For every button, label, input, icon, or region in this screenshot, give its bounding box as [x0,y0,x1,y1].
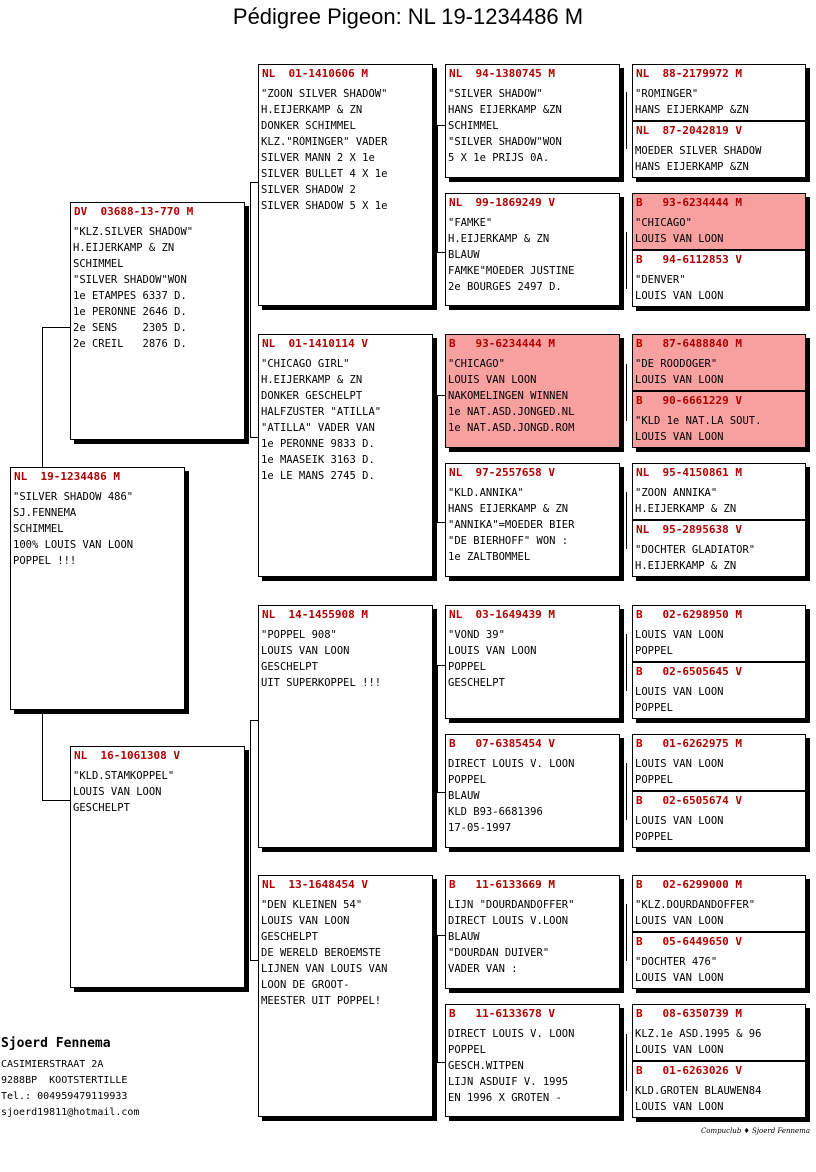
detail-line: DONKER GESCHELPT [261,390,363,402]
detail-line: LOON DE GROOT- [261,979,350,991]
detail-line: SILVER BULLET 4 X 1e [261,168,388,180]
detail-line: POPPEL [635,831,673,843]
pigeon-card-mmf [445,875,620,989]
detail-line: EN 1996 X GROTEN - [448,1092,562,1104]
detail-line: LOUIS VAN LOON [635,972,724,984]
detail-line: "ATILLA" VADER VAN [261,422,375,434]
detail-line: "DOCHTER 476" [635,956,718,968]
pigeon-details [633,210,805,247]
detail-line: "KLD.STAMKOPPEL" [73,770,175,782]
pigeon-card-mm [258,875,433,1117]
detail-line: BLAUW [448,931,480,943]
connector-line [626,492,627,549]
detail-line: SILVER SHADOW 5 X 1e [261,200,388,212]
connector-line [437,522,445,523]
detail-line: BLAUW [448,790,480,802]
pigeon-card-fmf [445,334,620,448]
ring-number: B 02-6298950 M [636,608,742,621]
connector-line [626,904,627,961]
pigeon-details [633,892,805,929]
detail-line: 2e BOURGES 2497 D. [448,281,562,293]
page-title: Pédigree Pigeon: NL 19-1234486 M [232,4,584,29]
pigeon-details [633,537,805,574]
detail-line: 1e MAASEIK 3163 D. [261,454,375,466]
pigeon-details [633,949,805,986]
pigeon-details [259,892,432,1009]
ring-number: NL 01-1410606 M [262,67,368,80]
detail-line: "KLZ.DOURDANDOFFER" [635,899,756,911]
detail-line: GESCHELPT [261,931,318,943]
ring-number: NL 97-2557658 V [449,466,555,479]
pigeon-details [71,763,244,816]
detail-line: H.EIJERKAMP & ZN [448,233,550,245]
connector-line [42,327,43,469]
detail-line: H.EIJERKAMP & ZN [73,242,175,254]
detail-line: KLD B93-6681396 [448,806,543,818]
pigeon-details [71,219,244,352]
detail-line: GESCHELPT [448,677,505,689]
detail-line: BLAUW [448,249,480,261]
detail-line: LOUIS VAN LOON [635,815,724,827]
detail-line: MEESTER UIT POPPEL! [261,995,382,1007]
detail-line: "CHICAGO" [635,217,692,229]
detail-line: "VOND 39" [448,629,505,641]
owner-city: 9288BP KOOTSTERTILLE [1,1075,128,1086]
ring-number: B 93-6234444 M [449,337,555,350]
connector-line [437,935,445,936]
ring-number: B 11-6133678 V [449,1007,555,1020]
detail-line: UIT SUPERKOPPEL !!! [261,677,382,689]
connector-line [626,364,627,421]
pigeon-card-father [70,202,245,440]
detail-line: DONKER SCHIMMEL [261,120,356,132]
detail-line: LOUIS VAN LOON [261,915,350,927]
detail-line: MOEDER SILVER SHADOW [635,145,762,157]
detail-line: "CHICAGO" [448,358,505,370]
detail-line: SCHIMMEL [13,523,64,535]
detail-line: SJ.FENNEMA [13,507,77,519]
pigeon-details [633,1021,805,1058]
pigeon-card-g4 [632,250,806,307]
detail-line: 1e PERONNE 2646 D. [73,306,187,318]
pigeon-details [633,480,805,517]
ring-number: B 11-6133669 M [449,878,555,891]
connector-line [437,665,445,666]
ring-number: NL 01-1410114 V [262,337,368,350]
pigeon-details [446,751,619,836]
detail-line: POPPEL [448,774,486,786]
detail-line: LOUIS VAN LOON [635,686,724,698]
ring-number: NL 94-1380745 M [449,67,555,80]
connector-line [626,1034,627,1091]
pigeon-details [259,622,432,691]
connector-line [250,182,251,437]
connector-line [437,1062,445,1063]
pigeon-card-mfm [445,734,620,848]
detail-line: "DOURDAN DUIVER" [448,947,550,959]
detail-line: GESCH.WITPEN [448,1060,524,1072]
detail-line: 2e SENS 2305 D. [73,322,187,334]
ring-number: B 02-6299000 M [636,878,742,891]
connector-line [437,252,445,253]
pigeon-details [446,210,619,295]
detail-line: LOUIS VAN LOON [635,431,724,443]
pigeon-details [633,808,805,845]
detail-line: LOUIS VAN LOON [635,1101,724,1113]
detail-line: 1e NAT.ASD.JONGD.ROM [448,422,575,434]
detail-line: "DE BIERHOFF" WON : [448,535,569,547]
detail-line: KLD.GROTEN BLAUWEN84 [635,1085,762,1097]
connector-line [437,792,445,793]
detail-line: HANS EIJERKAMP & ZN [448,503,569,515]
pigeon-details [446,1021,619,1106]
detail-line: "ZOON SILVER SHADOW" [261,88,388,100]
ring-number: NL 03-1649439 M [449,608,555,621]
detail-line: LIJN ASDUIF V. 1995 [448,1076,569,1088]
detail-line: "DEN KLEINEN 54" [261,899,363,911]
pigeon-details [446,892,619,977]
detail-line: 17-05-1997 [448,822,512,834]
detail-line: DIRECT LOUIS V.LOON [448,915,569,927]
connector-line [437,935,438,1062]
detail-line: "KLD 1e NAT.LA SOUT. [635,415,762,427]
connector-line [437,395,445,396]
detail-line: "ZOON ANNIKA" [635,487,718,499]
ring-number: NL 95-2895638 V [636,523,742,536]
footer-credit: Compuclub ♦ Sjoerd Fennema [700,1127,810,1135]
detail-line: "FAMKE" [448,217,493,229]
detail-line: DE WERELD BEROEMSTE [261,947,382,959]
detail-line: "ANNIKA"=MOEDER BIER [448,519,575,531]
detail-line: POPPEL [448,661,486,673]
ring-number: NL 87-2042819 V [636,124,742,137]
pigeon-card-g11 [632,734,806,791]
pigeon-card-g9 [632,605,806,662]
pigeon-details [633,81,805,118]
detail-line: "ROMINGER" [635,88,699,100]
pigeon-card-g3 [632,193,806,250]
pigeon-details [446,480,619,565]
pigeon-card-fm [258,334,433,577]
pigeon-card-ff [258,64,433,306]
detail-line: GESCHELPT [73,802,130,814]
detail-line: SCHIMMEL [73,258,124,270]
detail-line: LOUIS VAN LOON [635,629,724,641]
detail-line: SCHIMMEL [448,120,499,132]
ring-number: B 07-6385454 V [449,737,555,750]
ring-number: NL 13-1648454 V [262,878,368,891]
pigeon-details [446,351,619,436]
detail-line: 100% LOUIS VAN LOON [13,539,134,551]
detail-line: 1e LE MANS 2745 D. [261,470,375,482]
connector-line [626,763,627,820]
detail-line: 5 X 1e PRIJS 0A. [448,152,550,164]
detail-line: POPPEL [448,1044,486,1056]
pigeon-details [633,622,805,659]
detail-line: "KLD.ANNIKA" [448,487,524,499]
detail-line: SILVER SHADOW 2 [261,184,356,196]
detail-line: "DE ROODOGER" [635,358,718,370]
connector-line [626,634,627,691]
ring-number: NL 88-2179972 M [636,67,742,80]
pigeon-details [633,679,805,716]
detail-line: "POPPEL 908" [261,629,337,641]
connector-line [437,125,438,252]
pigeon-card-g10 [632,662,806,719]
detail-line: POPPEL !!! [13,555,77,567]
ring-number: B 87-6488840 M [636,337,742,350]
pigeon-card-g12 [632,791,806,848]
detail-line: H.EIJERKAMP & ZN [261,104,363,116]
ring-number: B 02-6505645 V [636,665,742,678]
pigeon-card-mother [70,746,245,988]
pigeon-details [446,81,619,166]
connector-line [250,720,258,721]
owner-name: Sjoerd Fennema [1,1036,111,1051]
detail-line: HANS EIJERKAMP &ZN [635,161,749,173]
detail-line: "SILVER SHADOW 486" [13,491,134,503]
detail-line: 1e NAT.ASD.JONGED.NL [448,406,575,418]
detail-line: LIJNEN VAN LOUIS VAN [261,963,388,975]
pigeon-details [633,751,805,788]
detail-line: LOUIS VAN LOON [448,374,537,386]
pigeon-card-g1 [632,64,806,121]
detail-line: NAKOMELINGEN WINNEN [448,390,569,402]
ring-number: NL 99-1869249 V [449,196,555,209]
detail-line: HANS EIJERKAMP &ZN [448,104,562,116]
connector-line [437,395,438,522]
pigeon-card-g15 [632,1004,806,1061]
detail-line: "SILVER SHADOW" [448,88,543,100]
detail-line: H.EIJERKAMP & ZN [635,560,737,572]
pigeon-details [633,1078,805,1115]
pigeon-card-g5 [632,334,806,391]
detail-line: LOUIS VAN LOON [261,645,350,657]
connector-line [626,92,627,149]
pigeon-details [633,138,805,175]
connector-line [250,437,258,438]
detail-line: 1e ZALTBOMMEL [448,551,531,563]
ring-number: B 01-6262975 M [636,737,742,750]
detail-line: "KLZ.SILVER SHADOW" [73,226,194,238]
pigeon-card-g6 [632,391,806,448]
detail-line: POPPEL [635,774,673,786]
detail-line: 1e ETAMPES 6337 D. [73,290,187,302]
ring-number: B 01-6263026 V [636,1064,742,1077]
ring-number: B 02-6505674 V [636,794,742,807]
ring-number: B 93-6234444 M [636,196,742,209]
detail-line: LOUIS VAN LOON [635,233,724,245]
connector-line [626,232,627,289]
detail-line: LIJN "DOURDANDOFFER" [448,899,575,911]
ring-number: B 08-6350739 M [636,1007,742,1020]
detail-line: HANS EIJERKAMP &ZN [635,104,749,116]
detail-line: "DOCHTER GLADIATOR" [635,544,756,556]
detail-line: "SILVER SHADOW"WON [448,136,562,148]
connector-line [437,665,438,792]
detail-line: LOUIS VAN LOON [635,290,724,302]
connector-line [42,800,70,801]
detail-line: LOUIS VAN LOON [448,645,537,657]
detail-line: DIRECT LOUIS V. LOON [448,1028,575,1040]
pigeon-card-g14 [632,932,806,989]
detail-line: H.EIJERKAMP & ZN [261,374,363,386]
detail-line: FAMKE"MOEDER JUSTINE [448,265,575,277]
ring-number: NL 19-1234486 M [14,470,120,483]
detail-line: SILVER MANN 2 X 1e [261,152,375,164]
detail-line: LOUIS VAN LOON [635,1044,724,1056]
detail-line: KLZ."ROMINGER" VADER [261,136,388,148]
detail-line: LOUIS VAN LOON [635,758,724,770]
pigeon-details [633,267,805,304]
pigeon-details [11,484,184,569]
owner-street: CASIMIERSTRAAT 2A [1,1059,104,1070]
pigeon-details [633,351,805,388]
detail-line: POPPEL [635,702,673,714]
detail-line: 2e CREIL 2876 D. [73,338,187,350]
ring-number: B 90-6661229 V [636,394,742,407]
owner-phone: Tel.: 004959479119933 [1,1091,128,1102]
pigeon-card-subject [10,467,185,710]
pigeon-card-fmm [445,463,620,577]
ring-number: B 94-6112853 V [636,253,742,266]
ring-number: DV 03688-13-770 M [74,205,194,218]
pigeon-details [633,408,805,445]
ring-number: NL 14-1455908 M [262,608,368,621]
ring-number: NL 16-1061308 V [74,749,180,762]
pigeon-card-mf [258,605,433,848]
detail-line: HALFZUSTER "ATILLA" [261,406,382,418]
owner-info [1,1035,139,1121]
detail-line: "DENVER" [635,274,686,286]
ring-number: B 05-6449650 V [636,935,742,948]
detail-line: VADER VAN : [448,963,518,975]
connector-line [250,720,251,960]
pigeon-card-ffm [445,193,620,306]
detail-line: GESCHELPT [261,661,318,673]
detail-line: "CHICAGO GIRL" [261,358,350,370]
detail-line: LOUIS VAN LOON [635,374,724,386]
pigeon-card-g13 [632,875,806,932]
detail-line: H.EIJERKAMP & ZN [635,503,737,515]
pigeon-card-g7 [632,463,806,520]
pigeon-card-g2 [632,121,806,178]
connector-line [250,960,258,961]
pigeon-card-g8 [632,520,806,577]
pigeon-details [259,81,432,214]
detail-line: DIRECT LOUIS V. LOON [448,758,575,770]
detail-line: POPPEL [635,645,673,657]
connector-line [42,710,43,800]
ring-number: NL 95-4150861 M [636,466,742,479]
detail-line: KLZ.1e ASD.1995 & 96 [635,1028,762,1040]
detail-line: LOUIS VAN LOON [635,915,724,927]
connector-line [42,327,70,328]
detail-line: 1e PERONNE 9833 D. [261,438,375,450]
connector-line [437,125,445,126]
detail-line: LOUIS VAN LOON [73,786,162,798]
owner-email[interactable]: sjoerd19811@hotmail.com [1,1107,140,1118]
pigeon-details [446,622,619,691]
pigeon-card-fff [445,64,620,178]
pigeon-card-g16 [632,1061,806,1118]
detail-line: "SILVER SHADOW"WON [73,274,187,286]
pigeon-card-mmm [445,1004,620,1117]
pigeon-details [259,351,432,484]
pigeon-card-mff [445,605,620,719]
connector-line [250,182,258,183]
